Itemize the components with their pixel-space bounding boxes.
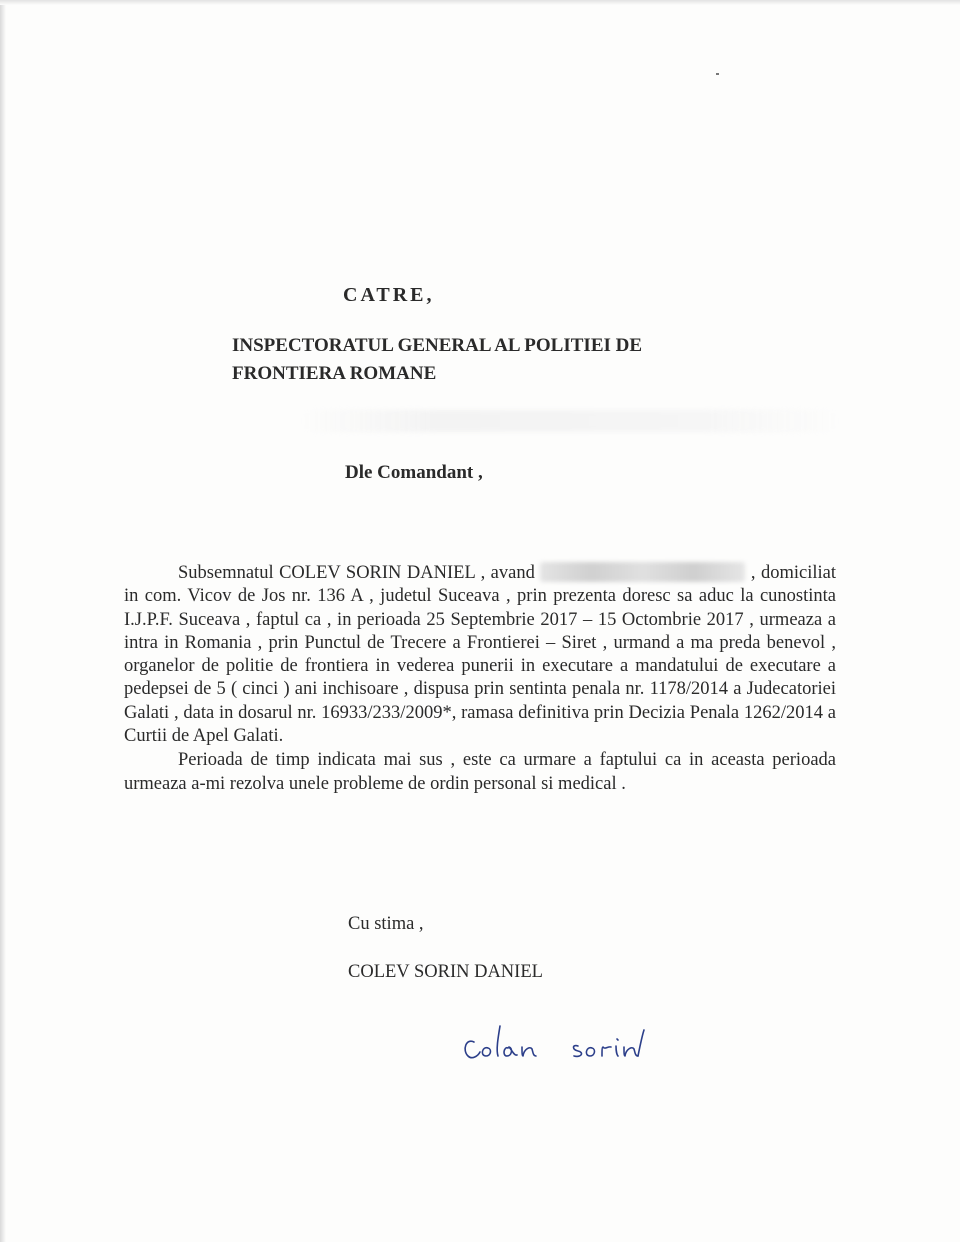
paragraph-2: Perioada de timp indicata mai sus , este ca urmare a faptului ca in aceasta perioada urmeaza a-mi rezolva unele probleme de ordin personal si medical .	[124, 750, 836, 794]
letter-body	[124, 562, 836, 796]
institution-line-2: FRONTIERA ROMANE	[232, 363, 437, 384]
institution-name	[232, 332, 752, 388]
scan-speck	[716, 73, 719, 75]
handwritten-signature	[460, 1016, 680, 1072]
paragraph-1	[124, 562, 836, 748]
paragraph-1-start: Subsemnatul COLEV SORIN DANIEL , avand	[178, 563, 535, 583]
signer-name: COLEV SORIN DANIEL	[348, 962, 543, 982]
institution-line-1: INSPECTORATUL GENERAL AL POLITIEI DE	[232, 335, 643, 356]
scan-shadow-left	[0, 0, 6, 1242]
addressee-heading: CATRE,	[343, 284, 435, 306]
redaction-smudge	[300, 410, 840, 432]
paragraph-1-rest: , domiciliat in com. Vicov de Jos nr. 136 A , judetul Suceava , prin prezenta doresc sa aduc la cunostinta I.J.P.F. Suceava , faptul ca , in perioada 25 Septembrie 2017 – 15 Octombrie 2017 , urmeaza a intra in Romania , prin Punctul de Trecere a Frontierei – Siret , urmand a ma preda benevol , organelor de politie de frontiera in vederea punerii in executare a mandatului de executare a pedepsei de 5 ( cinci ) ani inchisoare , dispusa prin sentinta penala nr. 1178/2014 a Judecatoriei Galati , data in dosarul nr. 16933/233/2009*, ramasa definitiva prin Decizia Penala 1262/2014 a Curtii de Apel Galati.	[124, 563, 836, 747]
scan-shadow-top	[0, 0, 960, 5]
redacted-personal-id	[540, 562, 745, 582]
closing: Cu stima ,	[348, 914, 424, 934]
salutation: Dle Comandant ,	[345, 462, 483, 483]
